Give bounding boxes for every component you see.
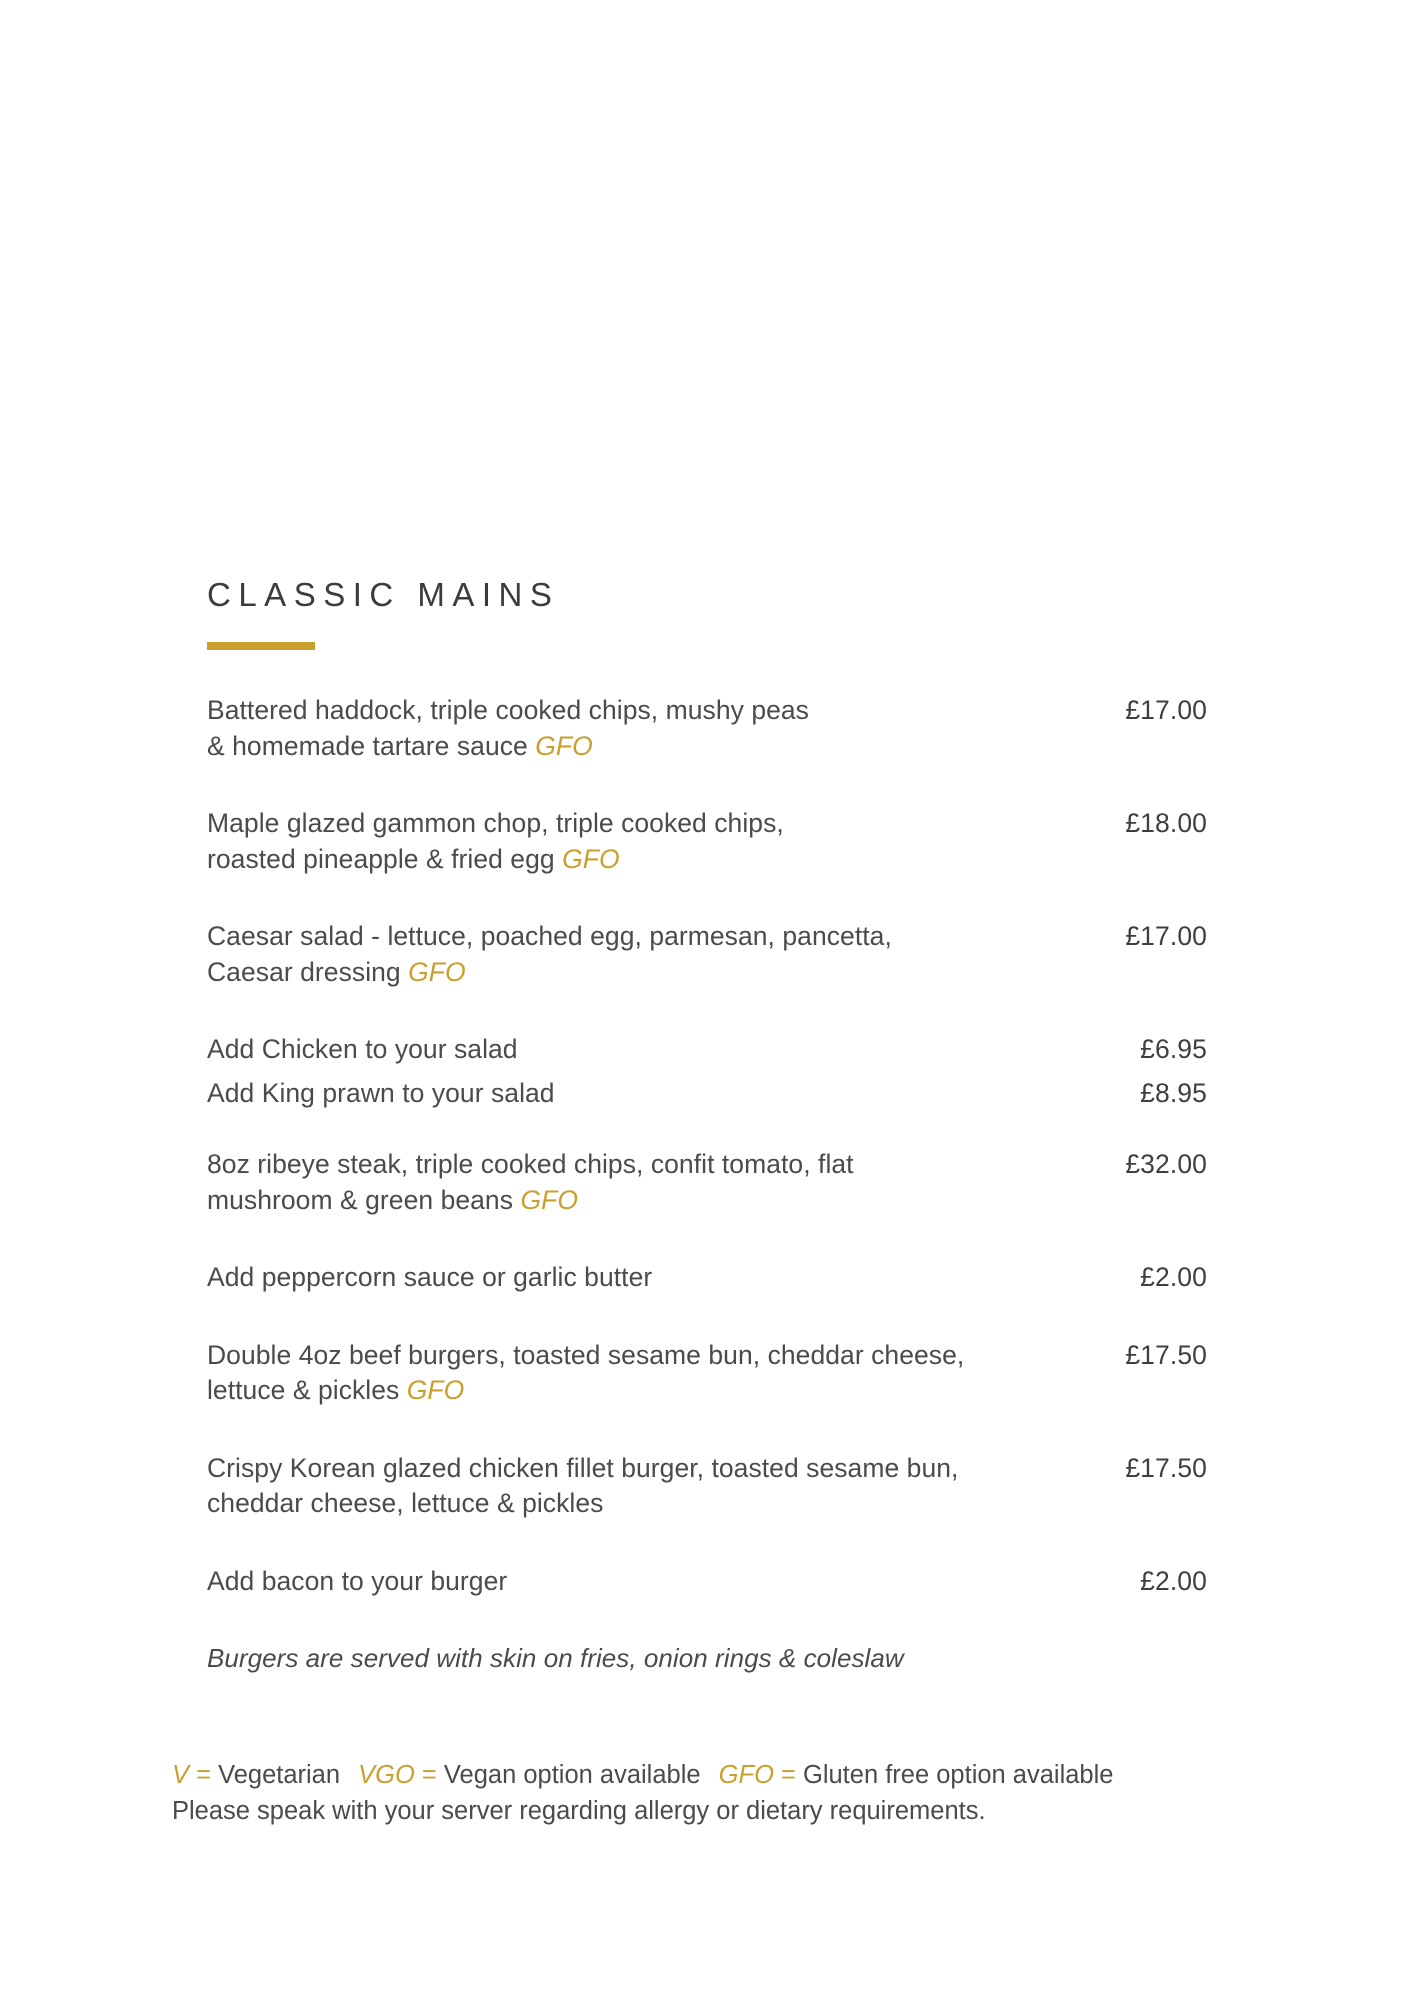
item-description-line-1: Battered haddock, triple cooked chips, mushy peas (207, 695, 809, 725)
dietary-tag-gfo: GFO (520, 1184, 578, 1215)
item-description (207, 1338, 964, 1409)
item-description: Add peppercorn sauce or garlic butter (207, 1262, 653, 1292)
item-description (207, 806, 784, 877)
legend-codes-line (172, 1757, 1272, 1793)
spacer (207, 1111, 1207, 1147)
menu-item-add-peppercorn-garlic (207, 1260, 1207, 1296)
title-underline-rule (207, 642, 315, 650)
menu-item-maple-glazed-gammon (207, 806, 1207, 877)
item-description (207, 693, 809, 764)
item-description-line-1: Double 4oz beef burgers, toasted sesame bun, cheddar cheese, (207, 1339, 965, 1370)
item-description: Add bacon to your burger (207, 1565, 508, 1596)
spacer (207, 990, 1207, 1032)
spacer (207, 1522, 1207, 1564)
item-description (207, 919, 892, 990)
item-price: £18.00 (1125, 808, 1207, 838)
menu-item-add-king-prawn-salad (207, 1076, 1207, 1112)
item-description (207, 1147, 854, 1218)
legend-equals-v: = (196, 1761, 212, 1789)
menu-item-battered-haddock (207, 693, 1207, 764)
item-description-line-1: Caesar salad - lettuce, poached egg, parmesan, pancetta, (207, 921, 892, 951)
item-description: Add King prawn to your salad (207, 1077, 555, 1108)
legend-equals-vgo: = (421, 1761, 437, 1789)
item-description-line-2: Caesar dressing (207, 956, 409, 987)
dietary-legend (172, 1757, 1272, 1829)
legend-text-v: Vegetarian (218, 1761, 341, 1789)
legend-code-gfo: GFO (718, 1761, 774, 1789)
spacer (207, 1218, 1207, 1260)
item-description-line-2: mushroom & green beans (207, 1184, 521, 1215)
spacer (207, 1068, 1207, 1076)
spacer (207, 1409, 1207, 1451)
item-price: £6.95 (1140, 1034, 1207, 1064)
menu-item-add-chicken-salad (207, 1032, 1207, 1068)
item-price: £17.50 (1125, 1339, 1207, 1370)
allergy-note: Please speak with your server regarding allergy or dietary requirements. (172, 1797, 986, 1826)
legend-text-gfo: Gluten free option available (803, 1761, 1114, 1789)
item-price: £17.00 (1125, 695, 1207, 725)
section-header (207, 577, 1107, 650)
menu-item-ribeye-steak (207, 1147, 1207, 1218)
menu-item-caesar-salad (207, 919, 1207, 990)
item-description-line-2: cheddar cheese, lettuce & pickles (207, 1488, 604, 1518)
legend-equals-gfo: = (781, 1761, 796, 1789)
legend-text-vgo: Vegan option available (443, 1761, 701, 1789)
item-description-line-2: roasted pineapple & fried egg (207, 843, 563, 874)
item-description-line-1: 8oz ribeye steak, triple cooked chips, confit tomato, flat (207, 1149, 854, 1179)
menu-item-list (207, 693, 1207, 1676)
dietary-tag-gfo: GFO (562, 843, 620, 874)
item-price: £17.50 (1125, 1452, 1207, 1483)
spacer (207, 1599, 1207, 1641)
item-description (207, 1451, 958, 1522)
menu-item-korean-chicken-burger (207, 1451, 1207, 1522)
menu-item-add-bacon-burger (207, 1564, 1207, 1600)
item-description-line-2: lettuce & pickles (207, 1375, 407, 1405)
spacer (207, 877, 1207, 919)
item-description-line-1: Crispy Korean glazed chicken fillet burger, toasted sesame bun, (207, 1452, 959, 1483)
item-price: £2.00 (1140, 1565, 1207, 1596)
page-title: CLASSIC MAINS (207, 576, 560, 613)
item-description-line-2: & homemade tartare sauce (207, 730, 536, 761)
spacer (207, 764, 1207, 806)
burgers-serving-note: Burgers are served with skin on fries, onion rings & coleslaw (207, 1643, 904, 1673)
item-description: Add Chicken to your salad (207, 1034, 518, 1064)
legend-code-v: V (172, 1761, 190, 1789)
menu-item-double-beef-burger (207, 1338, 1207, 1409)
dietary-tag-gfo: GFO (408, 956, 466, 987)
spacer (207, 1296, 1207, 1338)
item-description-line-1: Maple glazed gammon chop, triple cooked chips, (207, 808, 784, 838)
item-price: £2.00 (1140, 1262, 1207, 1292)
legend-code-vgo: VGO (358, 1761, 415, 1789)
dietary-tag-gfo: GFO (406, 1375, 465, 1405)
item-price: £8.95 (1140, 1077, 1207, 1108)
item-price: £17.00 (1125, 921, 1207, 951)
dietary-tag-gfo: GFO (535, 730, 593, 761)
item-price: £32.00 (1125, 1149, 1207, 1179)
